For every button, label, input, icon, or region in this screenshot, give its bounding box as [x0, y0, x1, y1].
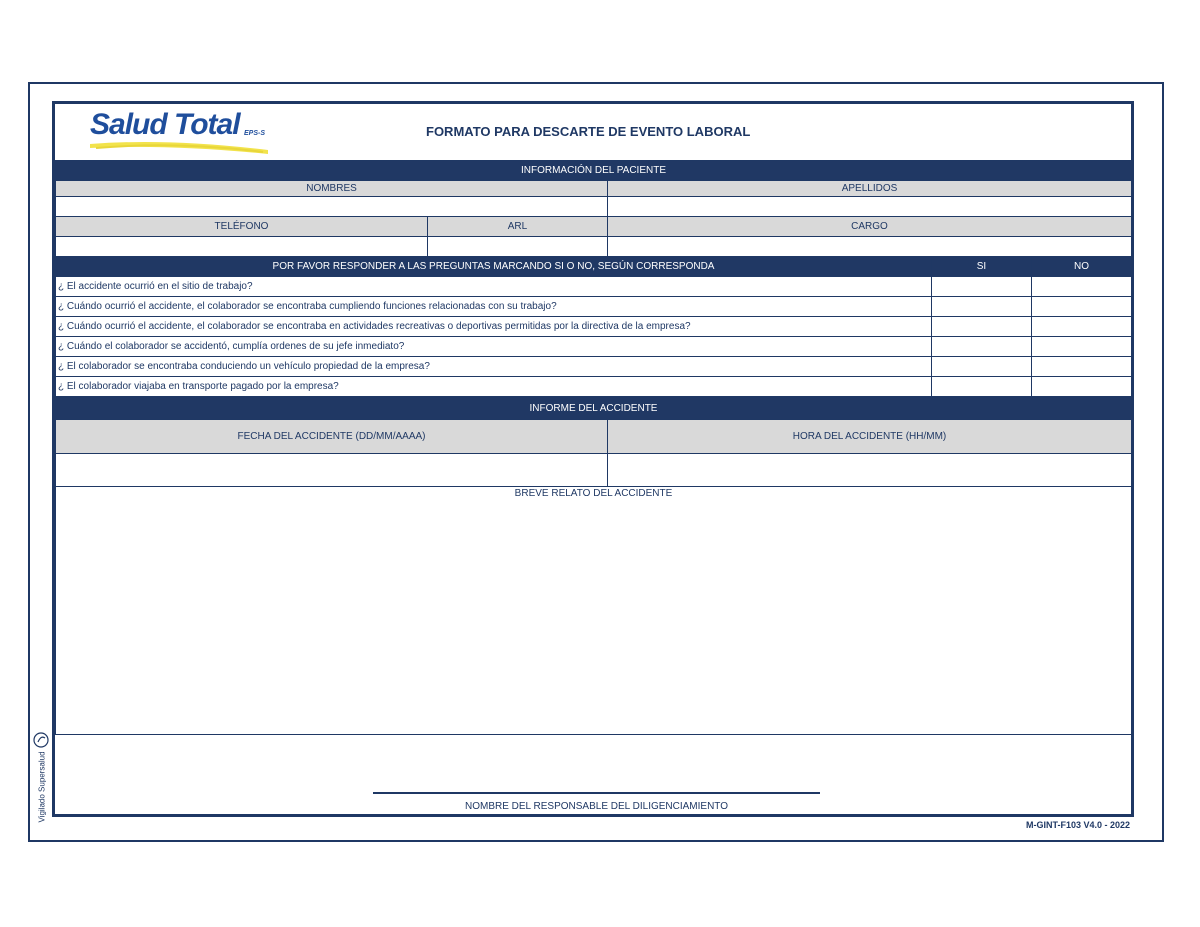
no-header: NO: [1031, 256, 1132, 277]
nombres-label: NOMBRES: [55, 180, 608, 197]
fecha-label: FECHA DEL ACCIDENTE (DD/MM/AAAA): [55, 419, 608, 454]
nombres-field[interactable]: [55, 196, 608, 217]
signature-line: [373, 792, 820, 794]
no-checkbox[interactable]: [1031, 336, 1132, 357]
telefono-label: TELÉFONO: [55, 216, 428, 237]
question-row: ¿ Cuándo el colaborador se accidentó, cumplía ordenes de su jefe inmediato?: [55, 336, 932, 357]
si-header: SI: [931, 256, 1032, 277]
hora-label: HORA DEL ACCIDENTE (HH/MM): [607, 419, 1132, 454]
form-title: FORMATO PARA DESCARTE DE EVENTO LABORAL: [426, 124, 751, 139]
question-row: ¿ El accidente ocurrió en el sitio de trabajo?: [55, 276, 932, 297]
cargo-field[interactable]: [607, 236, 1132, 257]
logo-subtext: EPS-S: [244, 130, 266, 137]
question-row: ¿ El colaborador viajaba en transporte pagado por la empresa?: [55, 376, 932, 397]
vigilado-text: Vigilado Supersalud: [37, 751, 47, 823]
no-checkbox[interactable]: [1031, 316, 1132, 337]
patient-section-header: INFORMACIÓN DEL PACIENTE: [55, 160, 1132, 180]
fecha-field[interactable]: [55, 453, 608, 487]
relato-label: BREVE RELATO DEL ACCIDENTE: [514, 488, 673, 499]
no-checkbox[interactable]: [1031, 356, 1132, 377]
si-checkbox[interactable]: [931, 336, 1032, 357]
relato-textarea[interactable]: [55, 486, 1132, 735]
question-row: ¿ Cuándo ocurrió el accidente, el colaborador se encontraba cumpliendo funciones relacionadas con su trabajo?: [55, 296, 932, 317]
salud-total-logo: [88, 108, 278, 156]
signature-label: NOMBRE DEL RESPONSABLE DEL DILIGENCIAMIENTO: [464, 801, 729, 812]
telefono-field[interactable]: [55, 236, 428, 257]
question-row: ¿ Cuándo ocurrió el accidente, el colaborador se encontraba en actividades recreativas o deportivas permitidas por la directiva de la empresa?: [55, 316, 932, 337]
form-code: M-GINT-F103 V4.0 - 2022: [1025, 820, 1130, 830]
si-checkbox[interactable]: [931, 276, 1032, 297]
no-checkbox[interactable]: [1031, 296, 1132, 317]
cargo-label: CARGO: [607, 216, 1132, 237]
apellidos-field[interactable]: [607, 196, 1132, 217]
si-checkbox[interactable]: [931, 376, 1032, 397]
si-checkbox[interactable]: [931, 296, 1032, 317]
no-checkbox[interactable]: [1031, 276, 1132, 297]
arl-label: ARL: [427, 216, 608, 237]
apellidos-label: APELLIDOS: [607, 180, 1132, 197]
no-checkbox[interactable]: [1031, 376, 1132, 397]
hora-field[interactable]: [607, 453, 1132, 487]
questions-header: POR FAVOR RESPONDER A LAS PREGUNTAS MARCANDO SI O NO, SEGÚN CORRESPONDA: [55, 256, 932, 277]
supersalud-watermark: [30, 730, 52, 823]
question-row: ¿ El colaborador se encontraba conduciendo un vehículo propiedad de la empresa?: [55, 356, 932, 377]
logo-text: Salud Total: [90, 108, 240, 141]
accident-section-header: INFORME DEL ACCIDENTE: [55, 397, 1132, 420]
arl-field[interactable]: [427, 236, 608, 257]
si-checkbox[interactable]: [931, 356, 1032, 377]
si-checkbox[interactable]: [931, 316, 1032, 337]
